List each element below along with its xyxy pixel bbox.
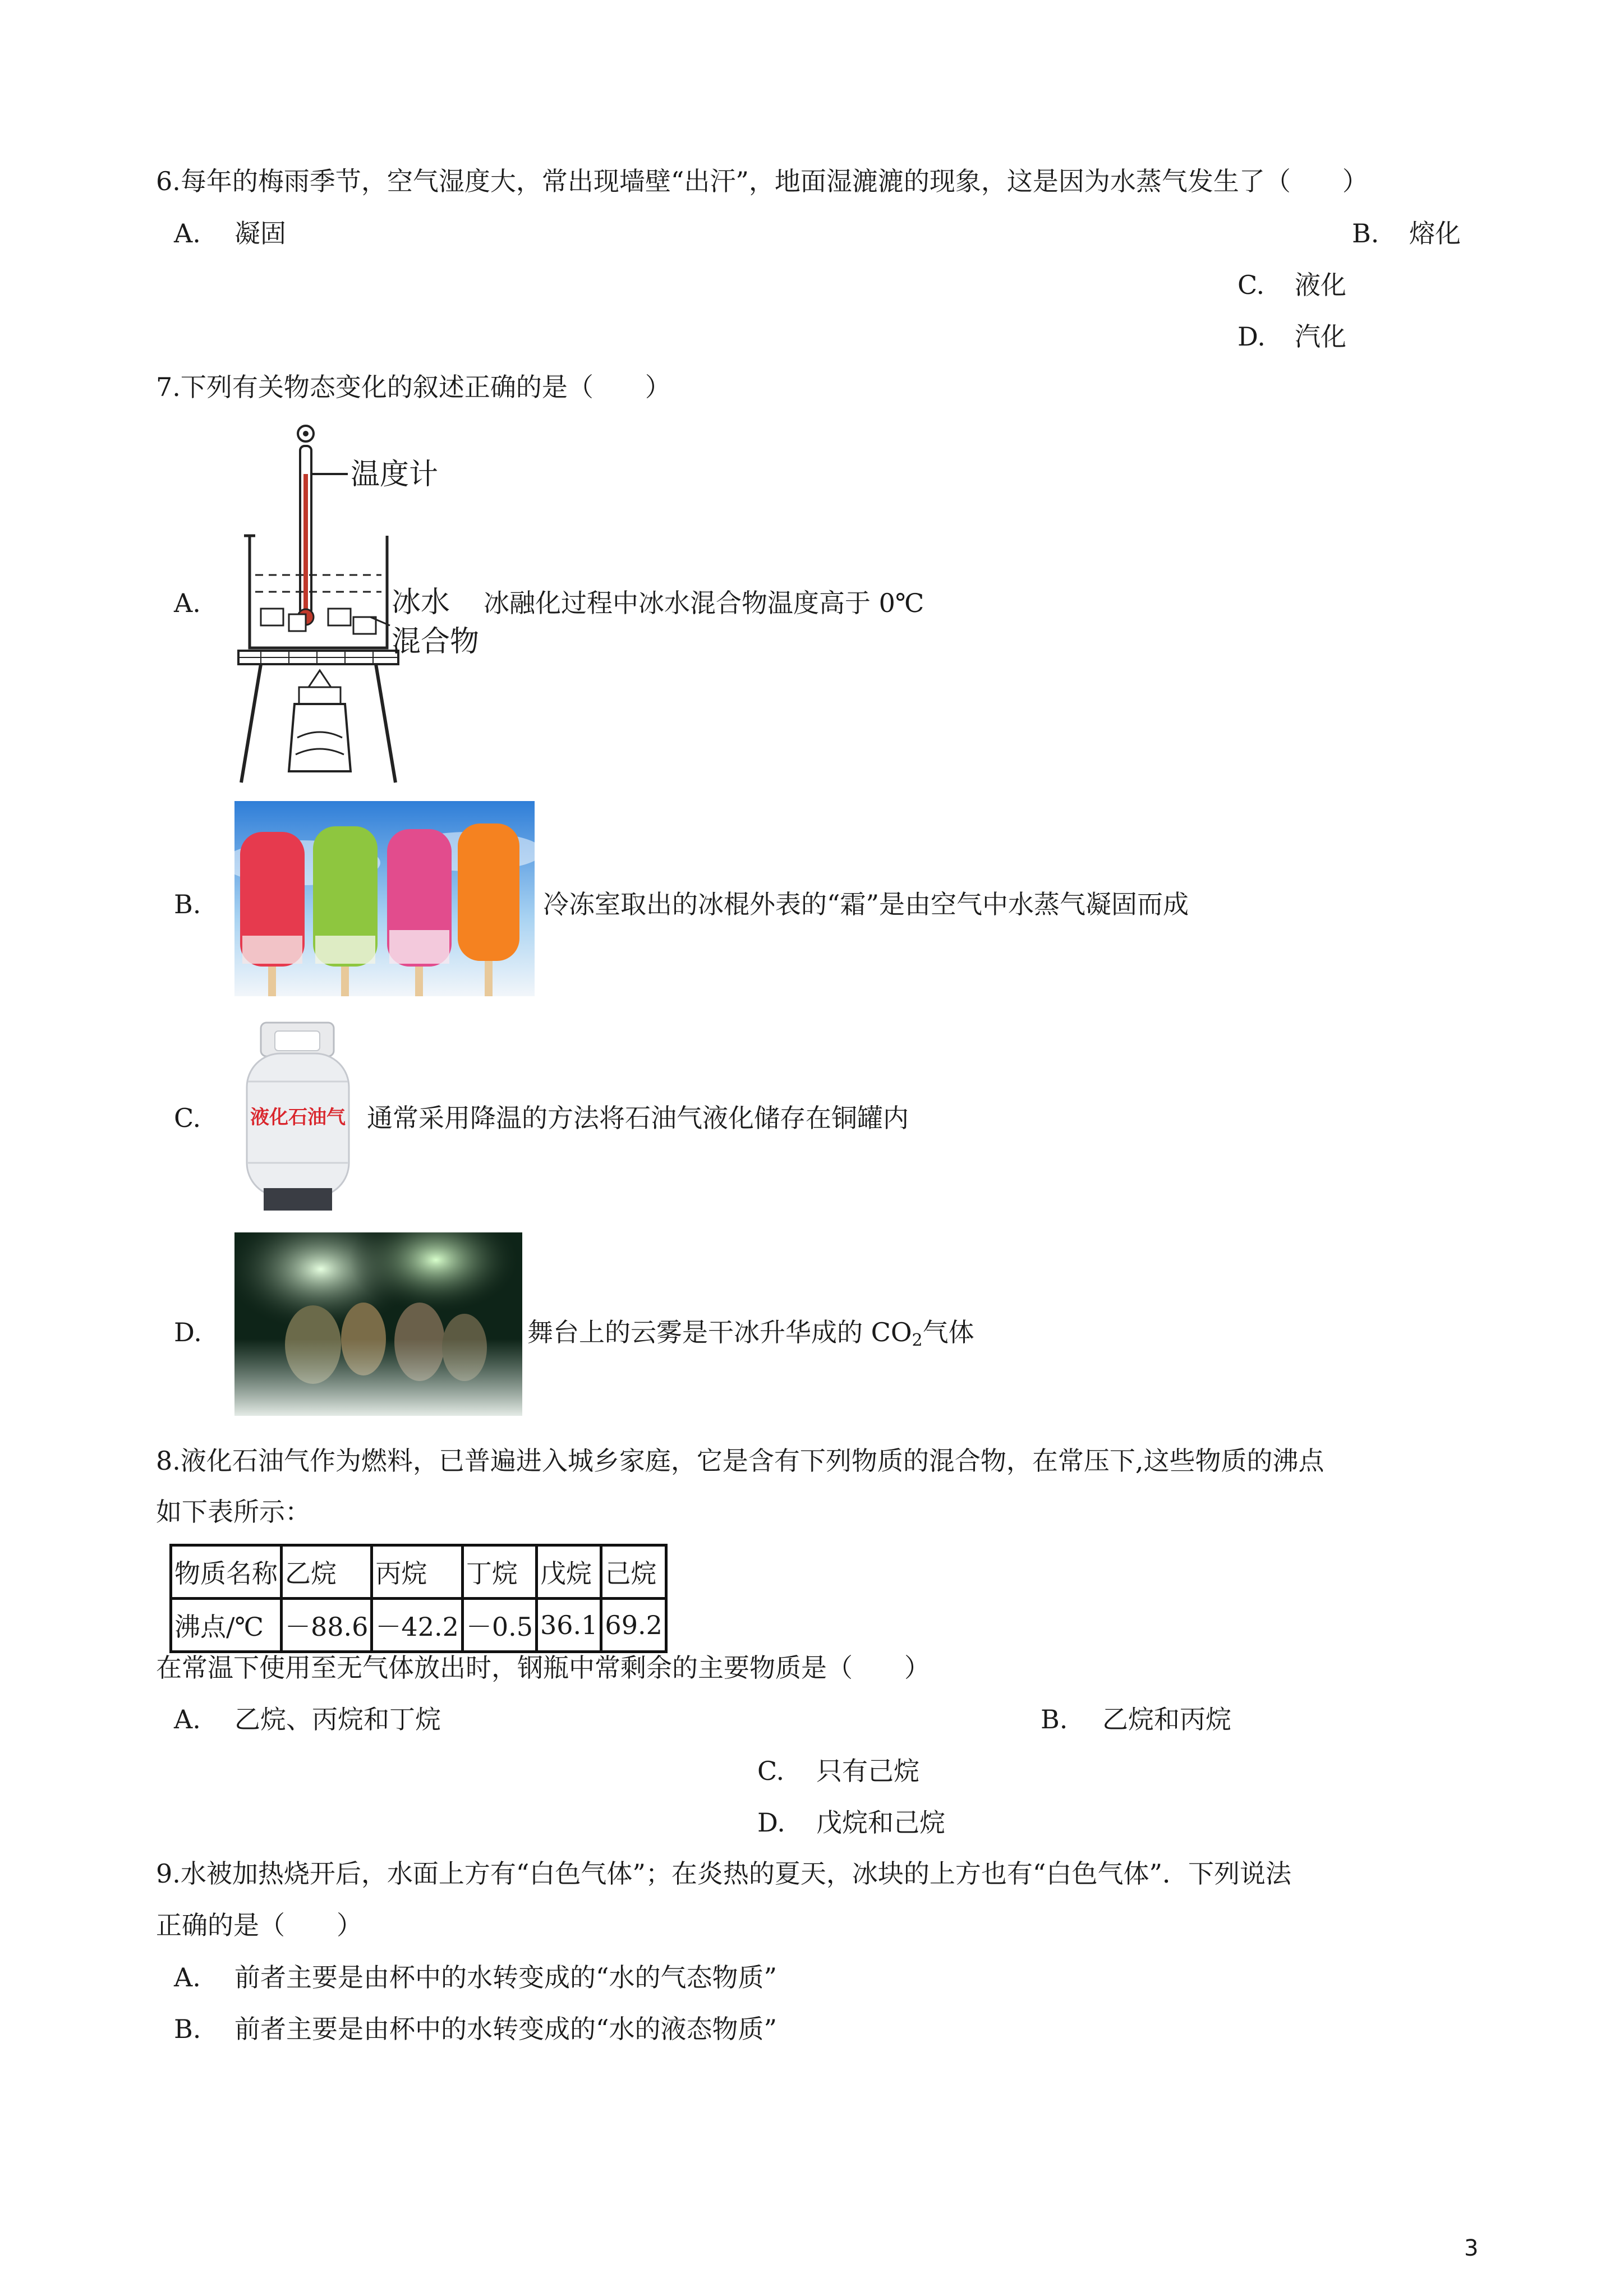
q9-option-a-text: 前者主要是由杯中的水转变成的“水的气态物质” bbox=[234, 1962, 778, 1993]
q8-stem-line1: 8.液化石油气作为燃料，已普遍进入城乡家庭，它是含有下列物质的混合物，在常压下,这些物质的沸点 bbox=[156, 1446, 1324, 1476]
q9-stem-line1: 9.水被加热烧开后，水面上方有“白色气体”；在炎热的夏天，冰块的上方也有“白色气体”．下列说法 bbox=[156, 1858, 1291, 1889]
popsicles-photo bbox=[234, 801, 535, 996]
boiling-point-table bbox=[169, 1544, 668, 1653]
q6-option-c-letter: C. bbox=[1237, 270, 1265, 300]
table-cell: －88.6 bbox=[282, 1599, 372, 1652]
table-header-row bbox=[171, 1545, 666, 1599]
lpg-tank-label: 液化石油气 bbox=[250, 1106, 346, 1129]
mixture-label: 混合物 bbox=[392, 625, 480, 659]
q6-option-a-letter: A. bbox=[174, 218, 201, 249]
table-header-cell: 乙烷 bbox=[282, 1545, 372, 1599]
thermometer-label: 温度计 bbox=[351, 458, 439, 491]
q8-option-a-letter: A. bbox=[174, 1704, 201, 1734]
q8-option-a-text: 乙烷、丙烷和丁烷 bbox=[234, 1704, 441, 1734]
q6-option-d-text: 汽化 bbox=[1295, 321, 1346, 352]
q7-option-a-letter: A. bbox=[174, 588, 201, 618]
ice-water-label: 冰水 bbox=[392, 586, 450, 619]
table-cell: 沸点/℃ bbox=[171, 1599, 282, 1652]
q6-option-a-text: 凝固 bbox=[234, 218, 286, 249]
q8-option-b-text: 乙烷和丙烷 bbox=[1102, 1704, 1231, 1734]
q6-stem: 6.每年的梅雨季节，空气湿度大，常出现墙壁“出汗”，地面湿漉漉的现象，这是因为水蒸气发生了（ ） bbox=[156, 166, 1368, 196]
q8-option-d-letter: D. bbox=[757, 1807, 785, 1838]
q8-question: 在常温下使用至无气体放出时，钢瓶中常剩余的主要物质是（ ） bbox=[156, 1653, 930, 1683]
q7-option-d-text: 舞台上的云雾是干冰升华成的 $CO_2$气体 bbox=[527, 1317, 974, 1350]
q9-stem-line2: 正确的是（ ） bbox=[156, 1910, 362, 1940]
table-cell: 36.1 bbox=[537, 1599, 601, 1652]
q6-option-c-text: 液化 bbox=[1295, 270, 1346, 300]
q6-option-b-text: 熔化 bbox=[1409, 218, 1461, 249]
q7-option-a-text: 冰融化过程中冰水混合物温度高于 0℃ bbox=[484, 588, 924, 618]
q6-option-b-letter: B. bbox=[1352, 218, 1379, 249]
q8-option-c-letter: C. bbox=[757, 1756, 785, 1786]
q8-stem-line2: 如下表所示： bbox=[156, 1497, 311, 1527]
q9-option-b-text: 前者主要是由杯中的水转变成的“水的液态物质” bbox=[234, 2014, 778, 2044]
table-header-cell: 丙烷 bbox=[372, 1545, 462, 1599]
q7-option-d-letter: D. bbox=[174, 1317, 202, 1347]
lpg-tank-photo bbox=[236, 1020, 360, 1213]
q8-option-b-letter: B. bbox=[1041, 1704, 1068, 1734]
stage-fog-photo bbox=[234, 1232, 522, 1416]
table-header-cell: 丁烷 bbox=[462, 1545, 536, 1599]
table-header-cell: 物质名称 bbox=[171, 1545, 282, 1599]
q7-option-c-text: 通常采用降温的方法将石油气液化储存在铜罐内 bbox=[367, 1103, 909, 1133]
q7-option-b-text: 冷冻室取出的冰棍外表的“霜”是由空气中水蒸气凝固而成 bbox=[543, 889, 1189, 919]
page-number: 3 bbox=[1464, 2235, 1479, 2261]
q8-option-c-text: 只有己烷 bbox=[816, 1756, 919, 1786]
q9-option-b-letter: B. bbox=[174, 2014, 201, 2044]
table-cell: －42.2 bbox=[372, 1599, 462, 1652]
q9-option-a-letter: A. bbox=[174, 1962, 201, 1993]
q7-stem: 7.下列有关物态变化的叙述正确的是（ ） bbox=[156, 372, 671, 402]
q8-option-d-text: 戊烷和己烷 bbox=[816, 1807, 945, 1838]
q7-option-b-letter: B. bbox=[174, 889, 201, 919]
table-row bbox=[171, 1599, 666, 1652]
q6-option-d-letter: D. bbox=[1237, 321, 1266, 352]
table-header-cell: 己烷 bbox=[601, 1545, 666, 1599]
q7-option-c-letter: C. bbox=[174, 1103, 201, 1133]
table-header-cell: 戊烷 bbox=[537, 1545, 601, 1599]
table-cell: 69.2 bbox=[601, 1599, 666, 1652]
table-cell: －0.5 bbox=[462, 1599, 536, 1652]
